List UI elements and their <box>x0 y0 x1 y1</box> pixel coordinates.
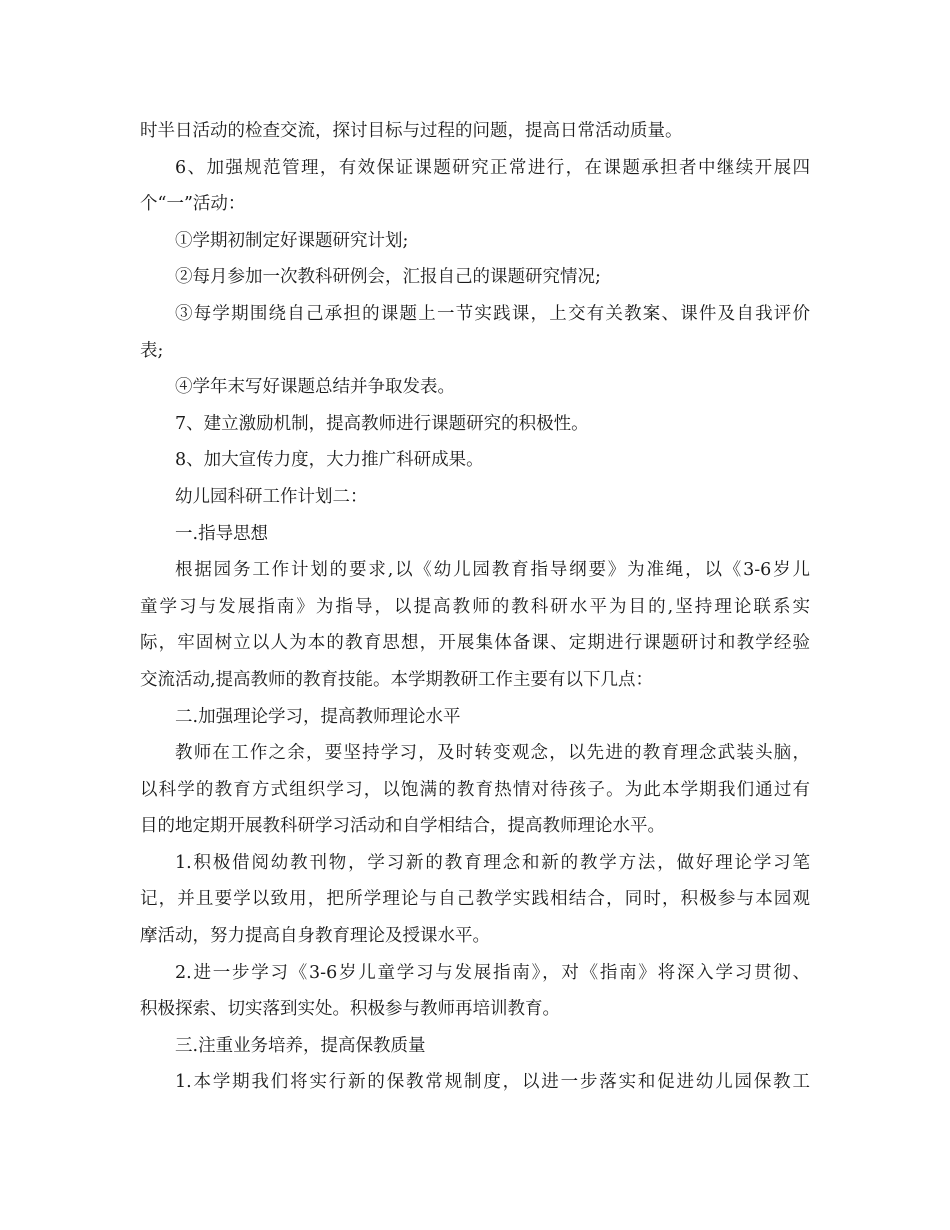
text-line: 摩活动，努力提高自身教育理论及授课水平。 <box>140 926 490 947</box>
text-line: 8、加大宣传力度，大力推广科研成果。 <box>175 450 484 471</box>
text-line: 2.进一步学习《3-6岁儿童学习与发展指南》，对《指南》将深入学习贯彻、 <box>175 962 810 983</box>
text-line: 童学习与发展指南》为指导，以提高教师的教科研水平为目的,坚持理论联系实 <box>140 596 810 617</box>
text-line: 记，并且要学以致用，把所学理论与自己教学实践相结合，同时，积极参与本园观 <box>140 889 810 910</box>
text-line: 时半日活动的检查交流，探讨目标与过程的问题，提高日常活动质量。 <box>140 121 683 141</box>
text-line: 一.指导思想 <box>175 523 269 544</box>
text-line: 教师在工作之余，要坚持学习，及时转变观念，以先进的教育理念武装头脑， <box>175 743 810 764</box>
text-line: 表; <box>140 340 164 361</box>
text-line: 6、加强规范管理，有效保证课题研究正常进行，在课题承担者中继续开展四 <box>175 157 810 178</box>
text-line: 幼儿园科研工作计划二： <box>175 486 368 507</box>
text-line: 三.注重业务培养，提高保教质量 <box>175 1035 426 1056</box>
text-line: ②每月参加一次教科研例会，汇报自己的课题研究情况; <box>175 267 601 288</box>
document-body <box>140 113 820 1101</box>
text-line: ③每学期围绕自己承担的课题上一节实践课，上交有关教案、课件及自我评价 <box>175 303 810 324</box>
text-line: ①学期初制定好课题研究计划; <box>175 230 409 251</box>
text-line: 根据园务工作计划的要求,以《幼儿园教育指导纲要》为准绳，以《3-6岁儿 <box>175 560 810 581</box>
text-line: 1.积极借阅幼教刊物，学习新的教育理念和新的教学方法，做好理论学习笔 <box>175 852 810 873</box>
text-line: 际，牢固树立以人为本的教育思想，开展集体备课、定期进行课题研讨和教学经验 <box>140 633 810 654</box>
text-line: 目的地定期开展教科研学习活动和自学相结合，提高教师理论水平。 <box>140 816 665 837</box>
text-line: 7、建立激励机制，提高教师进行课题研究的积极性。 <box>175 413 589 434</box>
text-line: 以科学的教育方式组织学习，以饱满的教育热情对待孩子。为此本学期我们通过有 <box>140 779 810 800</box>
text-line: ④学年末写好课题总结并争取发表。 <box>175 377 455 398</box>
text-line: 积极探索、切实落到实处。积极参与教师再培训教育。 <box>140 999 560 1020</box>
text-line: 二.加强理论学习，提高教师理论水平 <box>175 706 461 727</box>
text-line: 1.本学期我们将实行新的保教常规制度，以进一步落实和促进幼儿园保教工 <box>175 1072 810 1093</box>
text-line: 交流活动,提高教师的教育技能。本学期教研工作主要有以下几点： <box>140 669 654 690</box>
text-line: 个“一”活动： <box>140 194 246 215</box>
